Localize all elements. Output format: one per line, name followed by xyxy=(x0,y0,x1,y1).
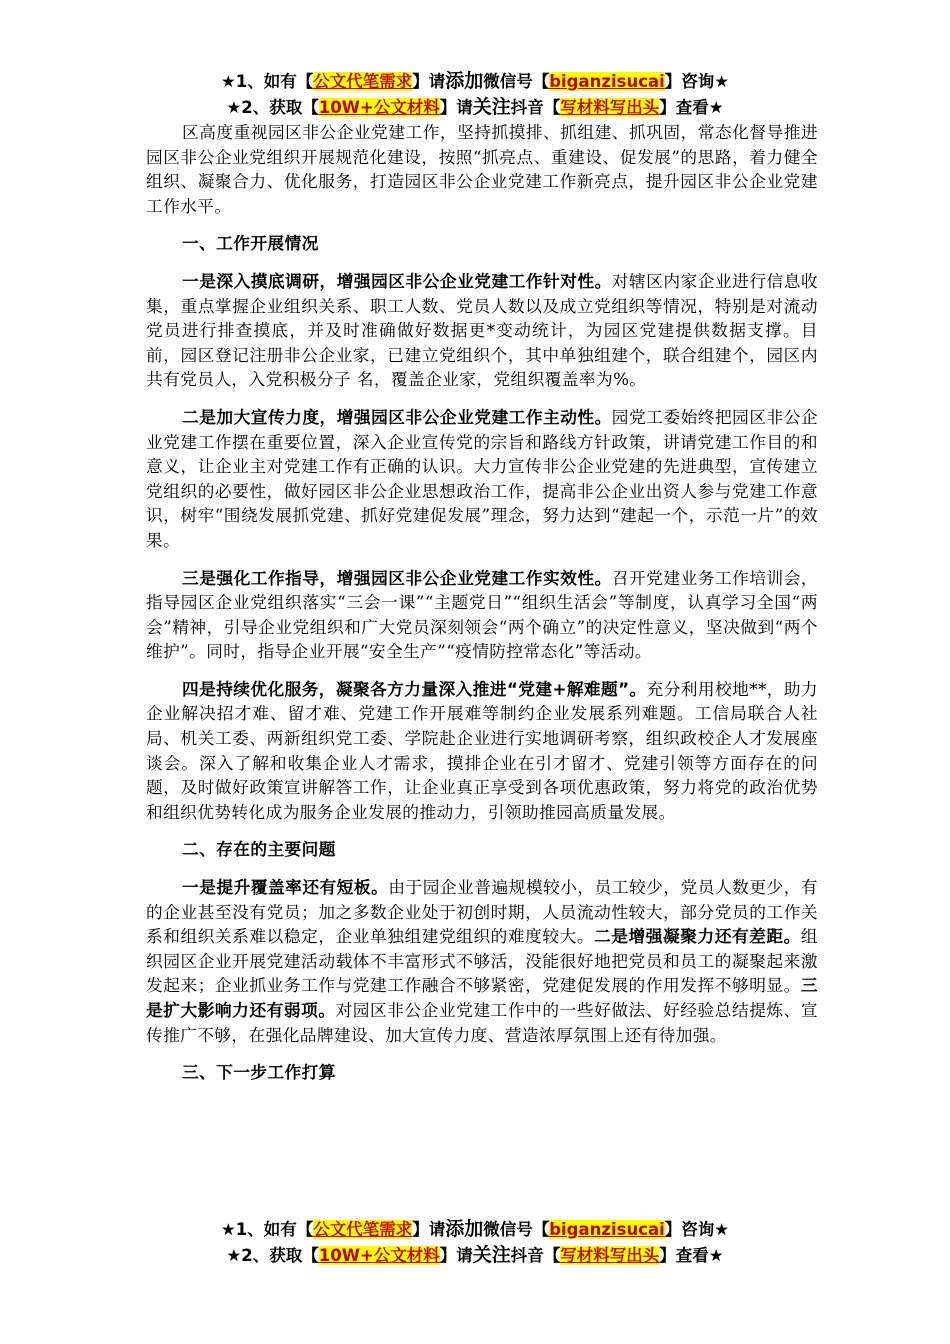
banner-text: 】咨询★ xyxy=(664,72,730,91)
banner-text: 微信号【 xyxy=(483,72,550,91)
promo-banner-line1-top xyxy=(0,68,950,95)
banner-text: ★1、如有【 xyxy=(220,1220,314,1239)
item-lead: 二是加大宣传力度，增强园区非公企业党建工作主动性。 xyxy=(182,406,612,427)
section2-paragraph xyxy=(146,875,818,1047)
highlight-wechat-id: biganzisucai xyxy=(549,1220,665,1239)
banner-text: ★1、如有【 xyxy=(220,72,314,91)
promo-banner-line1-bottom xyxy=(0,1216,950,1243)
banner-text: ★2、获取【 xyxy=(226,1246,319,1265)
banner-emphasis: 关注 xyxy=(472,96,511,118)
item-lead: 一是深入摸底调研，增强园区非公企业党建工作针对性。 xyxy=(182,270,612,291)
highlight-douyin-id: 写材料写出头 xyxy=(560,1246,660,1265)
item-text: 召开党建业务工作培训会，指导园区企业党组织落实“三会一课”“主题党日”“组织生活会”等制度，认真学习全国“两会”精神，引导企业党组织和广大党员深刻领会“两个确立”的决定性意义，坚决做到“两个维护”。同时，指导企业开展“安全生产”“疫情防控常态化”等活动。 xyxy=(146,567,818,662)
promo-banner-line2-top xyxy=(0,94,950,121)
highlight-materials: 10W+公文材料 xyxy=(318,98,440,117)
problem-lead-2: 二是增强凝聚力还有差距。 xyxy=(594,926,801,947)
problem-text-3: 对园区非公企业党建工作中的一些好做法、好经验总结提炼、宣传推广不够，在强化品牌建设、加大宣传力度、营造浓厚氛围上还有待加强。 xyxy=(146,1000,818,1045)
section1-item-1 xyxy=(146,269,818,392)
problem-text-2: 组织园区企业开展党建活动载体不丰富形式不够活，没能很好地把党员和员工的凝聚起来激发起来；企业抓业务工作与党建工作融合不够紧密，党建促发展的作用发挥不够明显。 xyxy=(146,926,818,996)
promo-banner-line2-bottom xyxy=(0,1242,950,1269)
section1-item-4 xyxy=(146,677,818,825)
section3-heading: 三、下一步工作打算 xyxy=(182,1062,336,1083)
banner-text: 】查看★ xyxy=(659,98,724,117)
intro-paragraph: 区高度重视园区非公企业党建工作，坚持抓摸排、抓组建、抓巩固，常态化督导推进园区非公企业党组织开展规范化建设，按照“抓亮点、重建设、促发展”的思路，着力健全组织、凝聚合力、优化服务，打造园区非公企业党建工作新亮点，提升园区非公企业党建工作水平。 xyxy=(146,122,818,216)
section1-heading: 一、工作开展情况 xyxy=(182,233,319,254)
highlight-materials: 10W+公文材料 xyxy=(318,1246,440,1265)
problem-text-1: 由于园企业普遍规模较小，员工较少，党员人数更少，有的企业甚至没有党员；加之多数企业处于初创时期，人员流动性较大，部分党员的工作关系和组织关系难以稳定，企业单独组建党组织的难度较大。 xyxy=(146,877,818,947)
document-body xyxy=(146,120,818,1085)
banner-text: 抖音【 xyxy=(510,98,561,117)
banner-text: 】查看★ xyxy=(659,1246,724,1265)
item-text: 园党工委始终把园区非公企业党建工作摆在重要位置，深入企业宣传党的宗旨和路线方针政策，讲请党建工作目的和意义，让企业主对党建工作有正确的认识。大力宣传非公企业党建的先进典型，宣传建立党组织的必要性，做好园区非公企业思想政治工作，提高非公企业出资人参与党建工作意识，树牢“围绕发展抓党建、抓好党建促发展”理念，努力达到“建起一个，示范一片”的效果。 xyxy=(146,406,818,550)
banner-text: 】咨询★ xyxy=(664,1220,730,1239)
highlight-service: 公文代笔需求 xyxy=(313,1220,413,1239)
banner-text: ★2、获取【 xyxy=(226,98,319,117)
banner-text: 】请 xyxy=(412,1220,446,1239)
banner-text: 】请 xyxy=(412,72,446,91)
banner-text: 】请 xyxy=(439,1246,473,1265)
section1-item-3 xyxy=(146,566,818,664)
item-lead: 四是持续优化服务，凝聚各方力量深入推进“党建+解难题”。 xyxy=(182,678,647,699)
banner-text: 】请 xyxy=(439,98,473,117)
section2-heading: 二、存在的主要问题 xyxy=(182,839,336,860)
highlight-douyin-id: 写材料写出头 xyxy=(560,98,660,117)
problem-lead-1: 一是提升覆盖率还有短板。 xyxy=(182,877,389,898)
item-text: 充分利用校地**，助力企业解决招才难、留才难、党建工作开展难等制约企业发展系列难题。工信局联合人社局、机关工委、两新组织党工委、学院赴企业进行实地调研考察，组织政校企人才发展座谈会。深入了解和收集企业人才需求，摸排企业在引才留才、党建引领等方面存在的问题，及时做好政策宣讲解答工作，让企业真正享受到各项优惠政策，努力将党的政治优势和组织优势转化成为服务企业发展的推动力，引领助推园高质量发展。 xyxy=(146,678,818,822)
banner-text: 微信号【 xyxy=(483,1220,550,1239)
banner-emphasis: 添加 xyxy=(445,70,484,92)
banner-emphasis: 添加 xyxy=(445,1218,484,1240)
problem-lead-3: 三是扩大影响力还有弱项。 xyxy=(146,975,818,1020)
item-lead: 三是强化工作指导，增强园区非公企业党建工作实效性。 xyxy=(182,567,612,588)
highlight-wechat-id: biganzisucai xyxy=(549,72,665,91)
item-text: 对辖区内家企业进行信息收集，重点掌握企业组织关系、职工人数、党员人数以及成立党组织等情况，特别是对流动党员进行排查摸底，并及时准确做好数据更*变动统计，为园区党建提供数据支撑。目前，园区登记注册非公企业家，已建立党组织个，其中单独组建个，联合组建个，园区内共有党员人，入党积极分子 名，覆盖企业家，党组织覆盖率为%。 xyxy=(146,270,818,390)
section1-item-2 xyxy=(146,405,818,553)
highlight-service: 公文代笔需求 xyxy=(313,72,413,91)
banner-emphasis: 关注 xyxy=(472,1244,511,1266)
banner-text: 抖音【 xyxy=(510,1246,561,1265)
